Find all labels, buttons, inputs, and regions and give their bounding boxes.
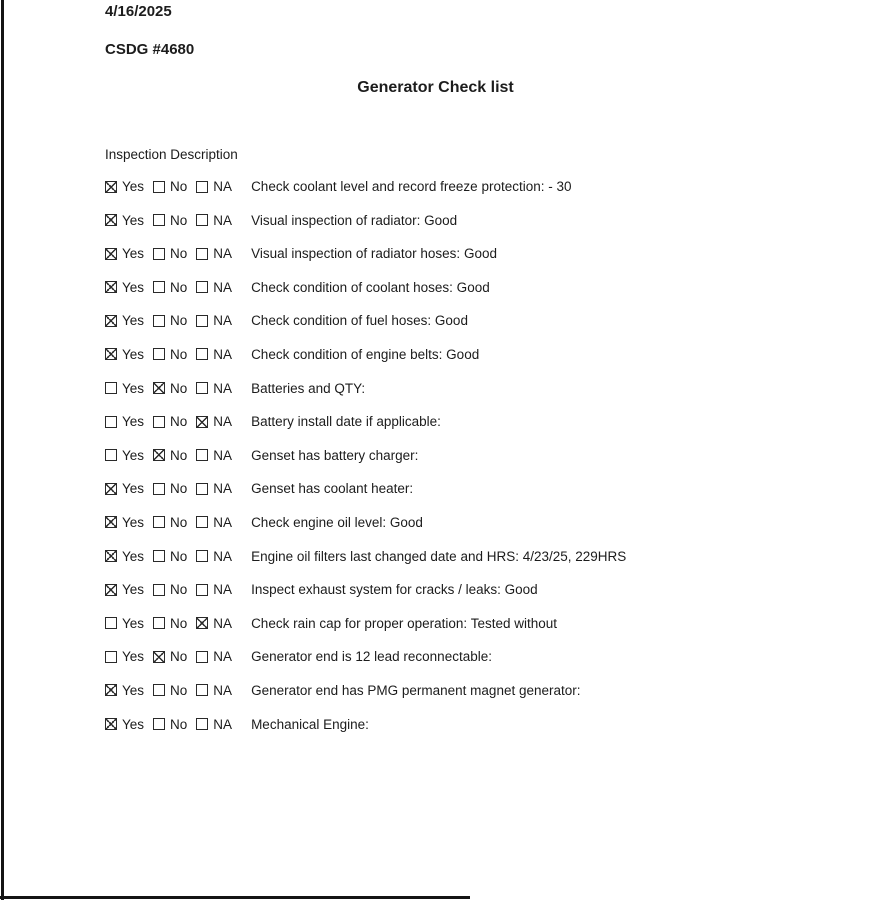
no-label: No: [170, 481, 188, 497]
no-checkbox[interactable]: [153, 550, 165, 562]
no-label: No: [170, 346, 188, 362]
yes-checkbox[interactable]: [105, 449, 117, 461]
checklist-row: [105, 280, 871, 295]
na-label: NA: [213, 615, 233, 631]
na-checkbox[interactable]: [196, 449, 208, 461]
na-checkbox[interactable]: [196, 214, 208, 226]
no-checkbox[interactable]: [153, 651, 165, 663]
no-checkbox[interactable]: [153, 718, 165, 730]
na-option: [196, 246, 232, 261]
na-option: [196, 179, 232, 194]
no-option: [153, 616, 187, 631]
na-option: [196, 481, 232, 496]
no-option: [153, 347, 187, 362]
no-label: No: [170, 582, 188, 598]
no-option: [153, 481, 187, 496]
checklist-row: [105, 616, 871, 631]
yes-option: [105, 717, 144, 732]
no-checkbox[interactable]: [153, 516, 165, 528]
page-title: Generator Check list: [357, 79, 514, 96]
na-option: [196, 649, 232, 664]
yes-checkbox[interactable]: [105, 416, 117, 428]
no-label: No: [170, 246, 188, 262]
item-description: Visual inspection of radiator hoses: Good: [251, 246, 497, 262]
yes-option: [105, 246, 144, 261]
section-label: Inspection Description: [105, 147, 238, 162]
yes-checkbox[interactable]: [105, 584, 117, 596]
item-description: Visual inspection of radiator: Good: [251, 212, 458, 228]
na-checkbox[interactable]: [196, 416, 208, 428]
yes-option: [105, 582, 144, 597]
item-description: Check condition of engine belts: Good: [251, 346, 480, 362]
yes-label: Yes: [122, 414, 145, 430]
checklist-row: [105, 414, 871, 429]
yes-checkbox[interactable]: [105, 315, 117, 327]
yes-label: Yes: [122, 582, 145, 598]
checklist: [105, 179, 871, 732]
item-description: Check condition of fuel hoses: Good: [251, 313, 468, 329]
yes-option: [105, 179, 144, 194]
yes-label: Yes: [122, 212, 145, 228]
yes-option: [105, 313, 144, 328]
item-description: Mechanical Engine:: [251, 716, 369, 732]
item-description: Generator end has PMG permanent magnet generator:: [251, 682, 581, 698]
na-label: NA: [213, 346, 233, 362]
yes-label: Yes: [122, 649, 145, 665]
yes-label: Yes: [122, 346, 145, 362]
item-description: Generator end is 12 lead reconnectable:: [251, 649, 492, 665]
na-label: NA: [213, 414, 233, 430]
na-checkbox[interactable]: [196, 181, 208, 193]
no-checkbox[interactable]: [153, 281, 165, 293]
yes-label: Yes: [122, 481, 145, 497]
no-checkbox[interactable]: [153, 617, 165, 629]
yes-checkbox[interactable]: [105, 181, 117, 193]
no-option: [153, 683, 187, 698]
yes-checkbox[interactable]: [105, 483, 117, 495]
na-checkbox[interactable]: [196, 718, 208, 730]
no-option: [153, 381, 187, 396]
na-label: NA: [213, 179, 233, 194]
na-option: [196, 515, 232, 530]
checklist-row: [105, 683, 871, 698]
checklist-row: [105, 313, 871, 328]
unit-number: CSDG #4680: [105, 41, 195, 58]
item-description: Check rain cap for proper operation: Tested without: [251, 615, 557, 631]
no-label: No: [170, 615, 188, 631]
item-description: Genset has coolant heater:: [251, 481, 414, 497]
item-description: Inspect exhaust system for cracks / leaks: Good: [251, 582, 538, 598]
checklist-row: [105, 649, 871, 664]
yes-label: Yes: [122, 447, 145, 463]
na-label: NA: [213, 246, 233, 262]
yes-checkbox[interactable]: [105, 516, 117, 528]
no-label: No: [170, 313, 188, 329]
no-option: [153, 515, 187, 530]
no-checkbox[interactable]: [153, 449, 165, 461]
na-checkbox[interactable]: [196, 651, 208, 663]
no-option: [153, 414, 187, 429]
no-label: No: [170, 212, 188, 228]
na-checkbox[interactable]: [196, 315, 208, 327]
yes-option: [105, 213, 144, 228]
item-description: Check engine oil level: Good: [251, 514, 423, 530]
no-label: No: [170, 548, 188, 564]
no-option: [153, 246, 187, 261]
yes-option: [105, 616, 144, 631]
na-label: NA: [213, 514, 233, 530]
na-option: [196, 313, 232, 328]
checklist-row: [105, 179, 871, 194]
yes-label: Yes: [122, 246, 145, 262]
no-checkbox[interactable]: [153, 248, 165, 260]
no-option: [153, 582, 187, 597]
page-bottom-border: [0, 896, 470, 899]
no-label: No: [170, 514, 188, 530]
yes-label: Yes: [122, 514, 145, 530]
item-description: Battery install date if applicable:: [251, 414, 441, 430]
no-option: [153, 313, 187, 328]
no-option: [153, 649, 187, 664]
na-checkbox[interactable]: [196, 248, 208, 260]
no-option: [153, 549, 187, 564]
yes-checkbox[interactable]: [105, 214, 117, 226]
yes-option: [105, 649, 144, 664]
no-label: No: [170, 447, 188, 463]
no-option: [153, 280, 187, 295]
no-checkbox[interactable]: [153, 416, 165, 428]
na-option: [196, 683, 232, 698]
no-label: No: [170, 716, 188, 732]
na-label: NA: [213, 682, 233, 698]
yes-option: [105, 347, 144, 362]
no-checkbox[interactable]: [153, 684, 165, 696]
na-label: NA: [213, 447, 233, 463]
checklist-row: [105, 347, 871, 362]
na-label: NA: [213, 649, 233, 665]
yes-label: Yes: [122, 279, 145, 295]
yes-label: Yes: [122, 548, 145, 564]
na-label: NA: [213, 548, 233, 564]
yes-checkbox[interactable]: [105, 684, 117, 696]
yes-checkbox[interactable]: [105, 281, 117, 293]
na-option: [196, 582, 232, 597]
na-checkbox[interactable]: [196, 584, 208, 596]
na-label: NA: [213, 716, 233, 732]
no-checkbox[interactable]: [153, 181, 165, 193]
na-label: NA: [213, 380, 233, 396]
checklist-row: [105, 246, 871, 261]
document-date: 4/16/2025: [105, 3, 172, 20]
na-option: [196, 549, 232, 564]
yes-label: Yes: [122, 179, 145, 194]
checklist-row: [105, 549, 871, 564]
no-label: No: [170, 380, 188, 396]
na-label: NA: [213, 313, 233, 329]
na-option: [196, 414, 232, 429]
no-label: No: [170, 179, 188, 194]
na-checkbox[interactable]: [196, 483, 208, 495]
yes-option: [105, 381, 144, 396]
no-option: [153, 717, 187, 732]
no-label: No: [170, 649, 188, 665]
yes-option: [105, 683, 144, 698]
yes-checkbox[interactable]: [105, 382, 117, 394]
no-label: No: [170, 414, 188, 430]
item-description: Genset has battery charger:: [251, 447, 419, 463]
checklist-row: [105, 448, 871, 463]
na-option: [196, 448, 232, 463]
yes-label: Yes: [122, 313, 145, 329]
no-checkbox[interactable]: [153, 483, 165, 495]
checklist-row: [105, 515, 871, 530]
yes-option: [105, 515, 144, 530]
na-checkbox[interactable]: [196, 281, 208, 293]
checklist-row: [105, 213, 871, 228]
yes-label: Yes: [122, 682, 145, 698]
na-checkbox[interactable]: [196, 516, 208, 528]
na-option: [196, 717, 232, 732]
item-description: Check condition of coolant hoses: Good: [251, 279, 490, 295]
na-checkbox[interactable]: [196, 550, 208, 562]
no-label: No: [170, 682, 188, 698]
no-checkbox[interactable]: [153, 348, 165, 360]
na-label: NA: [213, 279, 233, 295]
yes-label: Yes: [122, 380, 145, 396]
yes-label: Yes: [122, 615, 145, 631]
na-option: [196, 381, 232, 396]
item-description: Engine oil filters last changed date and HRS: 4/23/25, 229HRS: [251, 548, 627, 564]
item-description: Check coolant level and record freeze protection: - 30: [251, 179, 572, 194]
no-checkbox[interactable]: [153, 315, 165, 327]
yes-checkbox[interactable]: [105, 718, 117, 730]
checklist-row: [105, 381, 871, 396]
checklist-row: [105, 481, 871, 496]
yes-option: [105, 414, 144, 429]
na-label: NA: [213, 481, 233, 497]
yes-checkbox[interactable]: [105, 550, 117, 562]
item-description: Batteries and QTY:: [251, 380, 366, 396]
yes-checkbox[interactable]: [105, 617, 117, 629]
no-option: [153, 179, 187, 194]
yes-option: [105, 280, 144, 295]
na-option: [196, 347, 232, 362]
na-checkbox[interactable]: [196, 348, 208, 360]
no-option: [153, 213, 187, 228]
no-checkbox[interactable]: [153, 584, 165, 596]
na-option: [196, 616, 232, 631]
no-checkbox[interactable]: [153, 214, 165, 226]
checklist-row: [105, 582, 871, 597]
na-checkbox[interactable]: [196, 382, 208, 394]
na-checkbox[interactable]: [196, 684, 208, 696]
no-option: [153, 448, 187, 463]
na-label: NA: [213, 212, 233, 228]
yes-checkbox[interactable]: [105, 248, 117, 260]
yes-label: Yes: [122, 716, 145, 732]
na-option: [196, 280, 232, 295]
yes-option: [105, 481, 144, 496]
yes-option: [105, 549, 144, 564]
yes-option: [105, 448, 144, 463]
checklist-row: [105, 717, 871, 732]
no-checkbox[interactable]: [153, 382, 165, 394]
na-option: [196, 213, 232, 228]
na-label: NA: [213, 582, 233, 598]
yes-checkbox[interactable]: [105, 348, 117, 360]
yes-checkbox[interactable]: [105, 651, 117, 663]
no-label: No: [170, 279, 188, 295]
na-checkbox[interactable]: [196, 617, 208, 629]
